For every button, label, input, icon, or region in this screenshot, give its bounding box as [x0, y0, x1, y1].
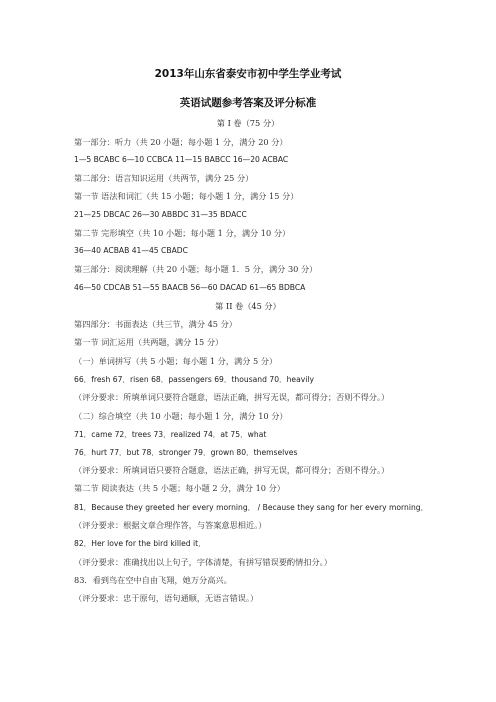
scoring-note: （评分要求：忠于原句，语句通顺，无语言错误。）	[74, 593, 259, 603]
section-reading-expression-heading: 第二节 阅读表达（共 5 小题；每小题 2 分，满分 10 分）	[74, 483, 285, 493]
answers-spelling: 66．fresh 67．risen 68．passengers 69．thousand 70．heavily	[74, 375, 314, 384]
answers-cloze: 36—40 ACBAB 41—45 CBADC	[74, 246, 188, 255]
answers-fill-in-1: 71．came 72．trees 73．realized 74．at 75．what	[74, 430, 267, 439]
scoring-note: （评分要求：根据文章合理作答，与答案意思相近。）	[74, 520, 267, 530]
fill-in-heading: （二）综合填空（共 10 小题；每小题 1 分，满分 10 分）	[74, 411, 288, 421]
answers-listening: 1—5 BCABC 6—10 CCBCA 11—15 BABCC 16—20 ACBAC	[74, 155, 289, 164]
answers-fill-in-2: 76．hurt 77．but 78．stronger 79．grown 80．themselves	[74, 448, 298, 457]
section-heading-volume-2: 第 II 卷（45 分）	[215, 301, 281, 311]
scoring-note: （评分要求：所填词语只要符合题意，语法正确，拼写无误，都可得分；否则不得分。）	[74, 465, 390, 475]
answer-82: 82．Her love for the bird killed it．	[74, 539, 206, 548]
part-listening-heading: 第一部分：听力（共 20 小题；每小题 1 分，满分 20 分）	[74, 137, 288, 147]
section-vocab-heading: 第一节 词汇运用（共两题，满分 15 分）	[74, 337, 224, 347]
part-writing-heading: 第四部分：书面表达（共三节，满分 45 分）	[74, 319, 237, 329]
section-cloze-heading: 第二节 完形填空（共 10 小题；每小题 1 分，满分 10 分）	[74, 228, 291, 238]
answer-83: 83．看到鸟在空中自由飞翔，她万分高兴。	[74, 575, 232, 585]
answers-grammar: 21—25 DBCAC 26—30 ABBDC 31—35 BDACC	[74, 210, 247, 219]
answer-81: 81．Because they greeted her every morning． / Because they sang for her every morning．	[74, 503, 429, 512]
scoring-note: （评分要求：准确找出以上句子，字体清楚，有拼写错误要酌情扣分。）	[74, 557, 332, 567]
scoring-note: （评分要求：所填单词只要符合题意，语法正确，拼写无误，都可得分；否则不得分。）	[74, 392, 390, 402]
part-reading-heading: 第三部分：阅读理解（共 20 小题；每小题 1．5 分，满分 30 分）	[74, 264, 318, 274]
section-grammar-heading: 第一节 语法和词汇（共 15 小题；每小题 1 分，满分 15 分）	[74, 191, 299, 201]
part-language-heading: 第二部分：语言知识运用（共两节，满分 25 分）	[74, 173, 254, 183]
document-title: 2013年山东省泰安市初中学生学业考试	[154, 68, 342, 80]
document-subtitle: 英语试题参考答案及评分标准	[179, 97, 317, 109]
section-heading-volume-1: 第 I 卷（75 分）	[216, 118, 280, 128]
answers-reading: 46—50 CDCAB 51—55 BAACB 56—60 DACAD 61—65 BDBCA	[74, 283, 306, 292]
spelling-heading: （一）单词拼写（共 5 小题；每小题 1 分，满分 5 分）	[74, 356, 278, 366]
